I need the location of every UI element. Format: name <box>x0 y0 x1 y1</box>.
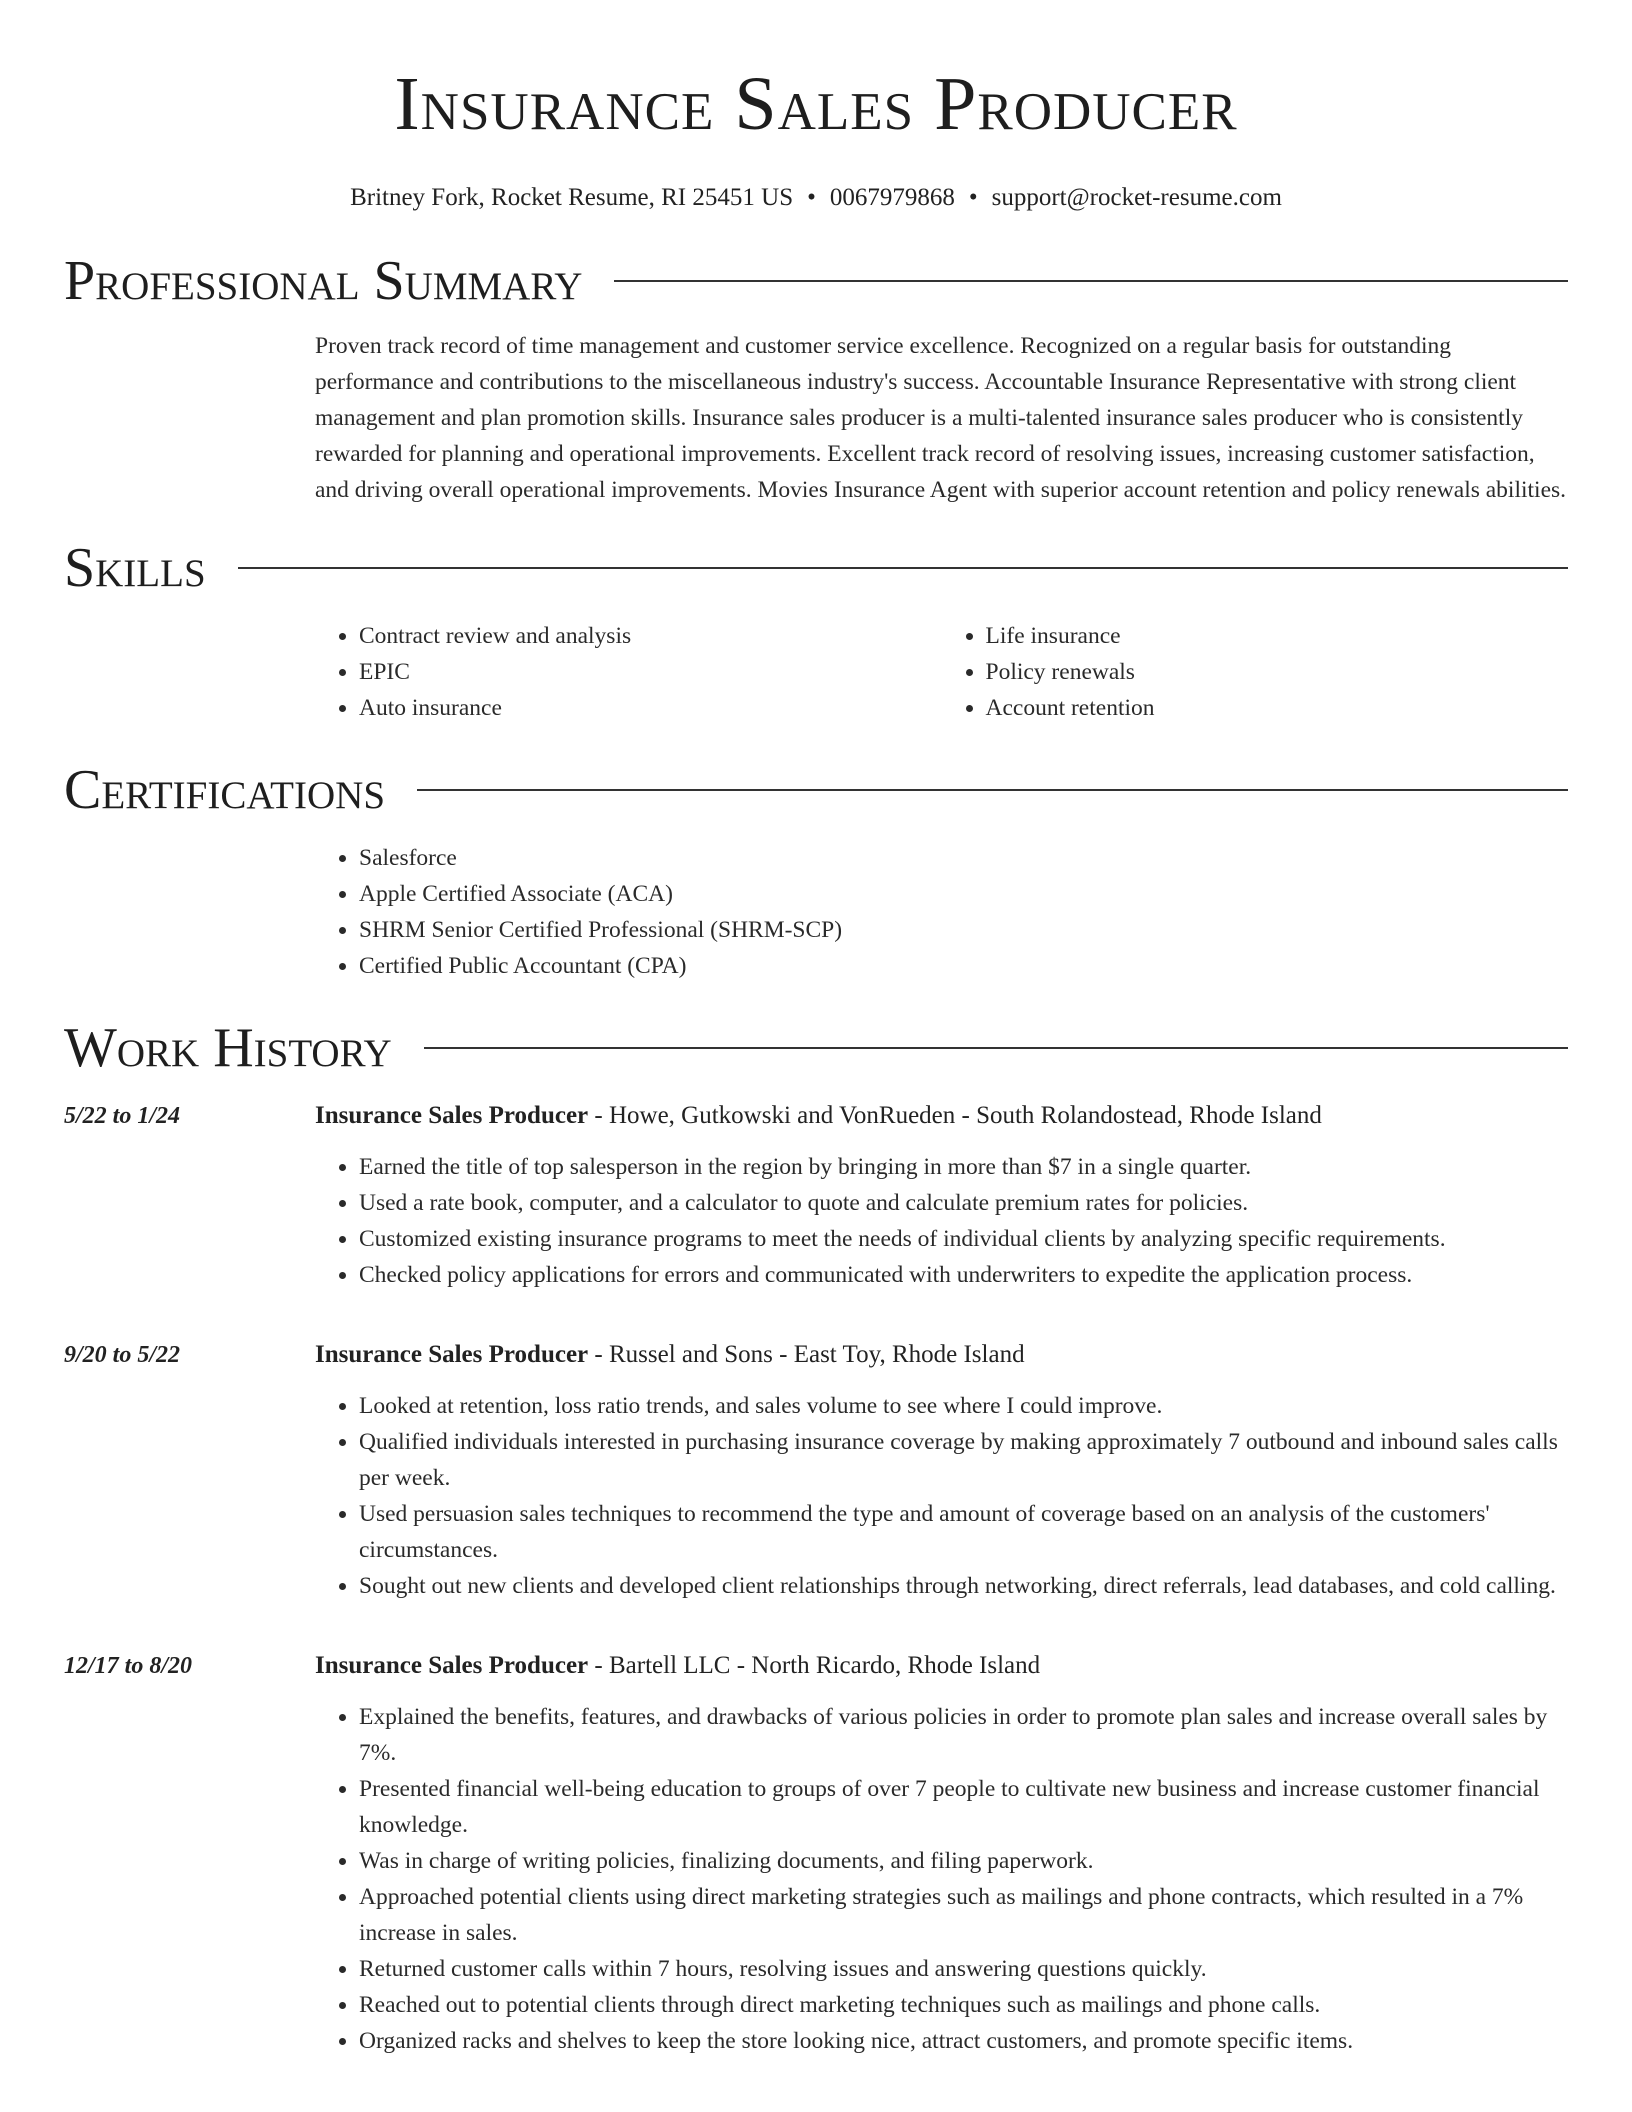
job-bullets <box>315 1699 1568 2059</box>
contact-email: support@rocket-resume.com <box>991 184 1282 211</box>
skill-item: • EPIC <box>359 654 942 690</box>
contact-phone: 0067979868 <box>829 184 955 211</box>
skill-item: • Account retention <box>986 690 1569 726</box>
skills-grid <box>315 618 1568 726</box>
job-bullet: • Used persuasion sales techniques to recommend the type and amount of coverage based on an analysis of the customers' circumstances. <box>359 1496 1568 1568</box>
job-bullet: • Used a rate book, computer, and a calculator to quote and calculate premium rates for policies. <box>359 1185 1568 1221</box>
job-bullet: • Reached out to potential clients through direct marketing techniques such as mailings and phone calls. <box>359 1987 1568 2023</box>
resume-name: Insurance Sales Producer <box>394 62 1238 146</box>
job-main <box>315 1098 1568 1317</box>
job-title-line <box>315 1648 1568 1684</box>
job-bullet: • Explained the benefits, features, and drawbacks of various policies in order to promote plan sales and increase overall sales by 7%. <box>359 1699 1568 1771</box>
job-bullet: • Was in charge of writing policies, finalizing documents, and filing paperwork. <box>359 1843 1568 1879</box>
certifications-section-title: Certifications <box>64 759 386 821</box>
job-employer: - Howe, Gutkowski and VonRueden - South Rolandostead, Rhode Island <box>588 1102 1322 1129</box>
job-bullet: • Earned the title of top salesperson in the region by bringing in more than $7 in a single quarter. <box>359 1149 1568 1185</box>
skills-section <box>315 618 1568 726</box>
job-main <box>315 1337 1568 1628</box>
job-title-line <box>315 1098 1568 1134</box>
job-title: Insurance Sales Producer <box>315 1341 589 1368</box>
job-entry <box>64 1648 1568 2083</box>
job-entry <box>64 1098 1568 1317</box>
work-section-header <box>64 1018 1568 1078</box>
job-bullets <box>315 1388 1568 1604</box>
job-dates: 9/20 to 5/22 <box>64 1342 181 1368</box>
skills-list-left <box>315 618 942 726</box>
job-dates: 12/17 to 8/20 <box>64 1653 193 1679</box>
job-main <box>315 1648 1568 2083</box>
skills-section-title: Skills <box>64 537 206 599</box>
section-divider <box>424 1047 1568 1049</box>
job-entry <box>64 1337 1568 1628</box>
resume-page <box>64 0 1568 2083</box>
section-divider <box>238 567 1568 569</box>
job-bullet: • Checked policy applications for errors and communicated with underwriters to expedite the application process. <box>359 1257 1568 1293</box>
summary-text: Proven track record of time management and customer service excellence. Recognized on a regular basis for outstanding performance and contributions to the miscellaneous industry's success. Accountable Insurance Representative with strong client management and plan promotion skills. Insurance sales producer is a multi-talented insurance sales producer who is consistently rewarded for planning and operational improvements. Excellent track record of resolving issues, increasing customer satisfaction, and driving overall operational improvements. Movies Insurance Agent with superior account retention and policy renewals abilities. <box>315 333 1567 503</box>
certification-item: • Salesforce <box>359 840 1568 876</box>
section-divider <box>417 789 1568 791</box>
job-bullets <box>315 1149 1568 1293</box>
certification-item: • Certified Public Accountant (CPA) <box>359 948 1568 984</box>
summary-section <box>315 328 1568 508</box>
job-bullet: • Returned customer calls within 7 hours, resolving issues and answering questions quickly. <box>359 1951 1568 1987</box>
job-bullet: • Presented financial well-being education to groups of over 7 people to cultivate new business and increase customer financial knowledge. <box>359 1771 1568 1843</box>
job-bullet: • Organized racks and shelves to keep the store looking nice, attract customers, and promote specific items. <box>359 2023 1568 2059</box>
job-bullet: • Sought out new clients and developed client relationships through networking, direct referrals, lead databases, and cold calling. <box>359 1568 1568 1604</box>
skill-item: • Auto insurance <box>359 690 942 726</box>
skills-list-right <box>942 618 1569 726</box>
work-section-title: Work History <box>64 1017 392 1079</box>
certifications-list <box>315 840 1568 984</box>
job-title: Insurance Sales Producer <box>315 1652 589 1679</box>
skill-item: • Policy renewals <box>986 654 1569 690</box>
certifications-section <box>315 840 1568 984</box>
contact-separator: • <box>807 184 816 211</box>
job-employer: - Bartell LLC - North Ricardo, Rhode Island <box>588 1652 1041 1679</box>
skill-item: • Contract review and analysis <box>359 618 942 654</box>
skills-section-header <box>64 538 1568 598</box>
job-employer: - Russel and Sons - East Toy, Rhode Island <box>588 1341 1025 1368</box>
job-title-line <box>315 1337 1568 1373</box>
job-bullet: • Approached potential clients using direct marketing strategies such as mailings and phone contracts, which resulted in a 7% increase in sales. <box>359 1879 1568 1951</box>
summary-section-header <box>64 251 1568 311</box>
section-divider <box>614 280 1568 282</box>
contact-address: Britney Fork, Rocket Resume, RI 25451 US <box>350 184 794 211</box>
job-bullet: • Looked at retention, loss ratio trends, and sales volume to see where I could improve. <box>359 1388 1568 1424</box>
job-bullet: • Customized existing insurance programs to meet the needs of individual clients by analyzing specific requirements. <box>359 1221 1568 1257</box>
contact-separator: • <box>968 184 978 211</box>
certification-item: • SHRM Senior Certified Professional (SHRM-SCP) <box>359 912 1568 948</box>
summary-section-title: Professional Summary <box>64 250 583 312</box>
job-dates: 5/22 to 1/24 <box>64 1103 181 1129</box>
job-title: Insurance Sales Producer <box>315 1102 589 1129</box>
contact-line <box>64 183 1568 213</box>
skill-item: • Life insurance <box>986 618 1569 654</box>
job-bullet: • Qualified individuals interested in purchasing insurance coverage by making approximately 7 outbound and inbound sales calls per week. <box>359 1424 1568 1496</box>
certification-item: • Apple Certified Associate (ACA) <box>359 876 1568 912</box>
certifications-section-header <box>64 760 1568 820</box>
